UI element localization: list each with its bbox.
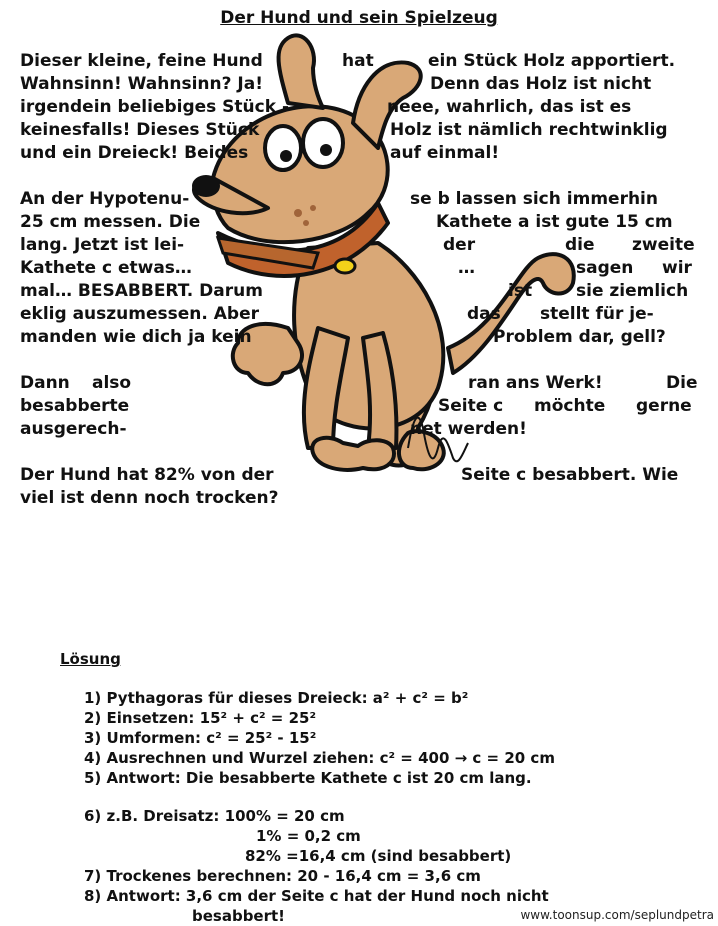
story-fragment: möchte [534, 396, 606, 416]
solution-step: 1) Pythagoras für dieses Dreieck: a² + c² = b² [84, 689, 469, 707]
story-fragment: irgendein beliebiges Stück - [20, 97, 290, 117]
story-fragment: Holz ist nämlich rechtwinklig [390, 120, 668, 140]
worksheet-title: Der Hund und sein Spielzeug [220, 8, 498, 28]
story-fragment: ist [508, 281, 533, 301]
story-fragment: zweite [632, 235, 695, 255]
story-fragment: sie ziemlich [576, 281, 689, 301]
story-fragment: Seite c [438, 396, 504, 416]
story-fragment: neee, wahrlich, das ist es [387, 97, 632, 117]
story-fragment: eklig auszumessen. Aber [20, 304, 259, 324]
solution-heading: Lösung [60, 650, 121, 668]
story-fragment: ein Stück Holz apportiert. [428, 51, 676, 71]
story-fragment: wir [662, 258, 692, 278]
solution-step: 5) Antwort: Die besabberte Kathete c ist 20 cm lang. [84, 769, 532, 787]
story-fragment: hat [342, 51, 374, 71]
story-fragment: … [458, 258, 475, 278]
solution-step: 7) Trockenes berechnen: 20 - 16,4 cm = 3,6 cm [84, 867, 481, 885]
story-fragment: ran ans Werk! [468, 373, 603, 393]
story-fragment: viel ist denn noch trocken? [20, 488, 279, 508]
story-fragment: manden wie dich ja kein [20, 327, 252, 347]
story-fragment: Kathete c etwas… [20, 258, 192, 278]
story-fragment: und ein Dreieck! Beides [20, 143, 249, 163]
story-line [20, 50, 700, 73]
credit-link[interactable]: www.toonsup.com/seplundpetra [520, 908, 714, 922]
solution-step: 2) Einsetzen: 15² + c² = 25² [84, 709, 317, 727]
story-fragment: gerne [636, 396, 692, 416]
story-fragment: Problem dar, gell? [493, 327, 666, 347]
story-fragment: das [467, 304, 501, 324]
story-fragment: Seite c besabbert. Wie [461, 465, 679, 485]
solution-step: 1% = 0,2 cm [256, 827, 361, 845]
story-fragment: An der Hypotenu- [20, 189, 190, 209]
story-fragment: also [92, 373, 132, 393]
solution-step: besabbert! [192, 907, 286, 925]
story-fragment: stellt für je- [540, 304, 654, 324]
solution-step: 8) Antwort: 3,6 cm der Seite c hat der Hund noch nicht [84, 887, 549, 905]
story-fragment: keinesfalls! Dieses Stück [20, 120, 260, 140]
story-fragment: besabberte [20, 396, 130, 416]
story-fragment: Die [666, 373, 698, 393]
solution-step: 3) Umformen: c² = 25² - 15² [84, 729, 317, 747]
story-fragment: mal… BESABBERT. Darum [20, 281, 263, 301]
solution-step: 6) z.B. Dreisatz: 100% = 20 cm [84, 807, 345, 825]
story-fragment: der [443, 235, 476, 255]
story-fragment: Dieser kleine, feine Hund [20, 51, 263, 71]
solution-step: 4) Ausrechnen und Wurzel ziehen: c² = 400 → c = 20 cm [84, 749, 555, 767]
solution-step: 82% =16,4 cm (sind besabbert) [245, 847, 512, 865]
story-fragment: Wahnsinn! Wahnsinn? Ja! [20, 74, 263, 94]
story-fragment: net werden! [410, 419, 527, 439]
dog-nose [192, 175, 220, 197]
story-fragment: lang. Jetzt ist lei- [20, 235, 185, 255]
story-fragment: 25 cm messen. Die [20, 212, 201, 232]
dog-paw-front [312, 438, 394, 470]
story-fragment: ausgerech- [20, 419, 127, 439]
story-fragment: Denn das Holz ist nicht [430, 74, 652, 94]
story-fragment: se b lassen sich immerhin [410, 189, 658, 209]
story-fragment: Kathete a ist gute 15 cm [436, 212, 673, 232]
dog-eye-left [265, 126, 301, 170]
story-fragment: auf einmal! [390, 143, 500, 163]
story-fragment: Dann [20, 373, 70, 393]
dog-collar-tag [335, 259, 355, 273]
dog-eye-right [303, 119, 343, 167]
story-fragment: die [565, 235, 595, 255]
story-fragment: Der Hund hat 82% von der [20, 465, 274, 485]
story-fragment: sagen [576, 258, 634, 278]
